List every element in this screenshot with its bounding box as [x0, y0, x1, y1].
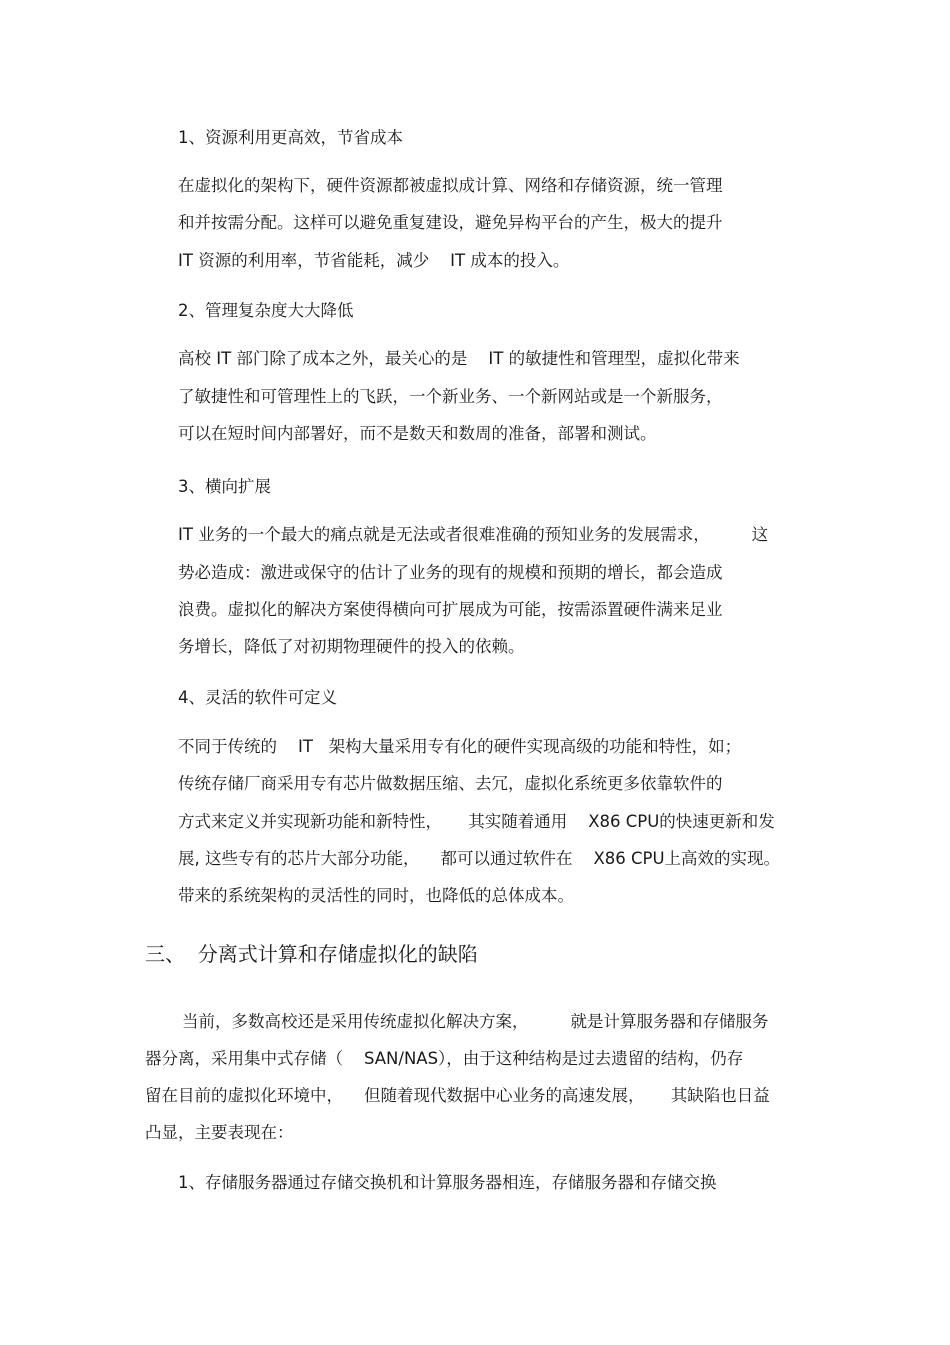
chapter-intro-line-3: 留在目前的虚拟化环境中， 但随着现代数据中心业务的高速发展， 其缺陷也日益	[145, 1086, 770, 1105]
section-3-line-4: 务增长，降低了对初期物理硬件的投入的依赖。	[178, 637, 525, 656]
section-4-line-1: 不同于传统的 IT 架构大量采用专有化的硬件实现高级的功能和特性，如；	[178, 737, 742, 756]
section-1-title: 1、资源利用更高效，节省成本	[178, 128, 403, 147]
chapter-heading: 三、 分离式计算和存储虚拟化的缺陷	[145, 942, 478, 966]
section-3-line-3: 浪费。虚拟化的解决方案使得横向可扩展成为可能，按需添置硬件满来足业	[178, 600, 723, 619]
section-4-line-5: 带来的系统架构的灵活性的同时，也降低的总体成本。	[178, 886, 574, 905]
section-2-line-1: 高校 IT 部门除了成本之外，最关心的是 IT 的敏捷性和管理型，虚拟化带来	[178, 349, 740, 368]
section-1-line-1: 在虚拟化的架构下，硬件资源都被虚拟成计算、网络和存储资源，统一管理	[178, 176, 723, 195]
section-2-line-2: 了敏捷性和可管理性上的飞跃，一个新业务、一个新网站或是一个新服务，	[178, 387, 723, 406]
section-2-title: 2、管理复杂度大大降低	[178, 301, 354, 320]
chapter-intro-line-2: 器分离，采用集中式存储（ SAN/NAS），由于这种结构是过去遗留的结构，仍存	[145, 1049, 744, 1068]
chapter-item-1: 1、存储服务器通过存储交换机和计算服务器相连，存储服务器和存储交换	[178, 1173, 717, 1192]
section-4-line-4: 展, 这些专有的芯片大部分功能， 都可以通过软件在 X86 CPU上高效的实现。	[178, 849, 781, 868]
section-3-title: 3、横向扩展	[178, 477, 271, 496]
chapter-intro-line-1: 当前，多数高校还是采用传统虚拟化解决方案， 就是计算服务器和存储服务	[182, 1012, 769, 1031]
section-1-line-3: IT 资源的利用率，节省能耗，减少 IT 成本的投入。	[178, 251, 570, 270]
section-2-line-3: 可以在短时间内部署好，而不是数天和数周的准备，部署和测试。	[178, 424, 657, 443]
section-4-title: 4、灵活的软件可定义	[178, 688, 337, 707]
section-3-line-2: 势必造成：激进或保守的估计了业务的现有的规模和预期的增长，都会造成	[178, 563, 723, 582]
chapter-intro-line-4: 凸显，主要表现在：	[145, 1123, 294, 1142]
section-3-line-1: IT 业务的一个最大的痛点就是无法或者很难准确的预知业务的发展需求， 这	[178, 525, 769, 544]
section-1-line-2: 和并按需分配。这样可以避免重复建设，避免异构平台的产生，极大的提升	[178, 213, 723, 232]
section-4-line-2: 传统存储厂商采用专有芯片做数据压缩、去冗，虚拟化系统更多依靠软件的	[178, 774, 723, 793]
section-4-line-3: 方式来定义并实现新功能和新特性， 其实随着通用 X86 CPU的快速更新和发	[178, 812, 775, 831]
